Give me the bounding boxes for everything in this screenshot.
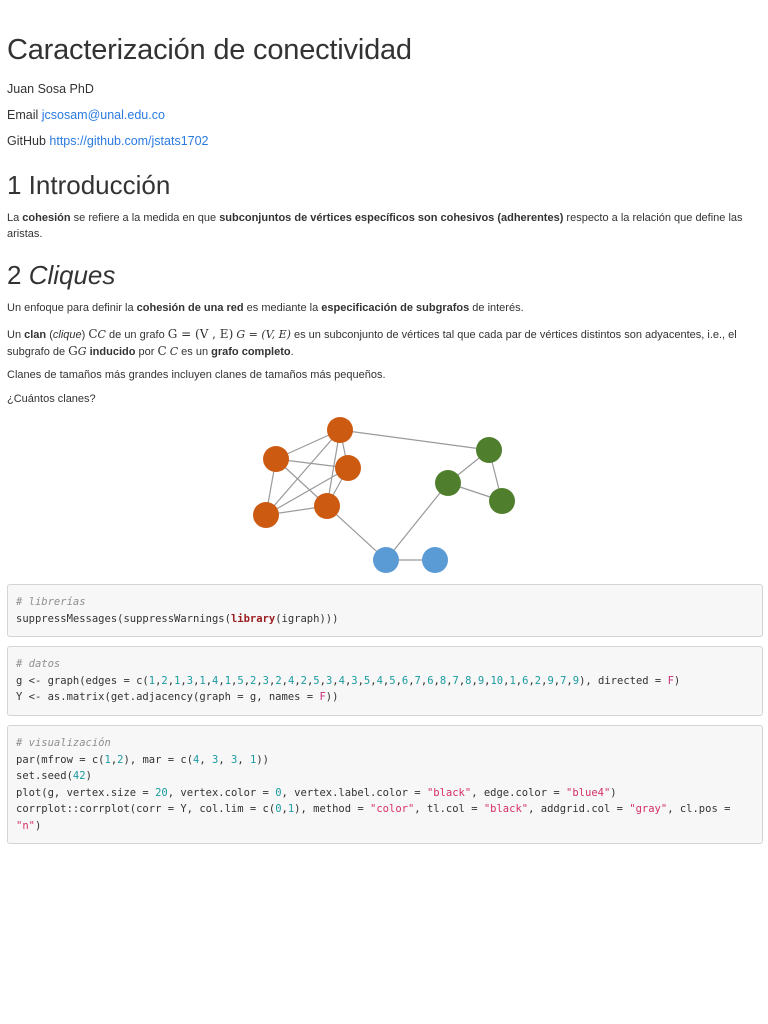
graph-node	[253, 502, 279, 528]
section-heading-cliques: 2 Cliques	[7, 260, 116, 290]
edge-number: 5	[389, 674, 396, 687]
edge-number: 3	[186, 674, 194, 687]
code-comment: # visualización	[16, 737, 111, 749]
graph-node	[314, 493, 340, 519]
edge-number: 10	[490, 674, 504, 687]
code-block-visualization[interactable]	[7, 725, 763, 844]
edge-number: 9	[477, 674, 485, 687]
edge-number: 7	[560, 674, 567, 687]
edge-number: 6	[522, 674, 529, 687]
graph-node	[435, 470, 461, 496]
edge-number: 6	[401, 674, 409, 687]
edge-number: 3	[351, 674, 358, 687]
edge-number: 2	[275, 674, 282, 687]
code-block-libraries[interactable]	[7, 584, 763, 637]
code-line-plot: plot(g, vertex.size = 20, vertex.color = 0, vertex.label.color = "black", edge.color = "blue4")	[16, 786, 617, 799]
cliques-paragraph-1: Un enfoque para definir la cohesión de una red es mediante la especificación de subgrafos de interés.	[7, 302, 524, 314]
graph-node	[335, 455, 361, 481]
graph-node	[263, 446, 289, 472]
edge-number: 3	[325, 674, 333, 687]
edge-number: 9	[572, 674, 580, 687]
code-line-seed: set.seed(42)	[16, 770, 92, 782]
code-comment: # librerías	[16, 596, 86, 608]
page-title: Caracterización de conectividad	[7, 34, 412, 66]
edge-number: 8	[465, 674, 472, 687]
graph-edge	[340, 430, 489, 450]
code-block-data[interactable]	[7, 646, 763, 716]
edge-number: 7	[414, 674, 421, 687]
email-link[interactable]: jcsosam@unal.edu.co	[41, 108, 165, 122]
graph-node	[327, 417, 353, 443]
cliques-paragraph-3: Clanes de tamaños más grandes incluyen clanes de tamaños más pequeños.	[7, 369, 386, 381]
github-line	[7, 134, 209, 148]
cliques-question: ¿Cuántos clanes?	[7, 393, 96, 405]
author: Juan Sosa PhD	[7, 82, 94, 96]
edge-number-list: 1,2,1,3,1,4,1,5,2,3,2,4,2,5,3,4,3,5,4,5,6,7,6,8,7,8,9,10,1,6,2,9,7,9	[148, 674, 580, 687]
graph-node	[489, 488, 515, 514]
graph-node	[476, 437, 502, 463]
edge-number: 4	[376, 674, 383, 687]
section-heading-intro: 1 Introducción	[7, 170, 171, 200]
edge-number: 1	[148, 674, 156, 687]
edge-number: 2	[250, 674, 257, 687]
edge-number: 4	[212, 674, 219, 687]
edge-number: 1	[224, 674, 232, 687]
intro-paragraph: La cohesión se refiere a la medida en que subconjuntos de vértices específicos son cohesivos (adherentes) respecto a la relación que define las aristas.	[7, 212, 743, 240]
graph-node	[373, 547, 399, 573]
code-line-corrplot-cont: "n")	[16, 819, 42, 832]
edge-number: 4	[338, 674, 345, 687]
edge-number: 2	[300, 674, 307, 687]
github-link[interactable]: https://github.com/jstats1702	[49, 134, 209, 148]
edge-number: 4	[287, 674, 295, 687]
email-line	[7, 108, 165, 122]
github-label: GitHub	[7, 134, 46, 148]
edge-number: 1	[199, 674, 206, 687]
graph-node	[422, 547, 448, 573]
email-label: Email	[7, 108, 39, 122]
code-line-par: par(mfrow = c(1,2), mar = c(4, 3, 3, 1))	[16, 753, 269, 766]
edge-number: 5	[237, 674, 244, 687]
edge-number: 5	[363, 674, 371, 687]
edge-number: 3	[262, 674, 269, 687]
edge-number: 5	[313, 674, 320, 687]
code-comment: # datos	[16, 658, 61, 670]
edge-number: 6	[427, 674, 434, 687]
code-line-adjacency: Y <- as.matrix(get.adjacency(graph = g, names = F))	[16, 691, 339, 703]
clique-graph-figure	[250, 410, 520, 578]
code-line: suppressMessages(suppressWarnings(library(igraph)))	[16, 612, 339, 625]
edge-number: 8	[439, 674, 447, 687]
cliques-paragraph-2: Un clan (clique) CC de un grafo G = (V , E) G = (V, E) es un subconjunto de vértices tal que cada par de vértices distintos son adyacentes, i.e., el subgrafo de GG inducido por C C es un grafo completo.	[7, 327, 737, 358]
edge-number: 1	[509, 674, 516, 687]
edge-number: 7	[452, 674, 459, 687]
code-line-corrplot: corrplot::corrplot(corr = Y, col.lim = c(0,1), method = "color", tl.col = "black", addgrid.col = "gray", cl.pos =	[16, 803, 731, 815]
edge-number: 2	[534, 674, 542, 687]
edge-number: 2	[161, 674, 168, 687]
edge-number: 9	[547, 674, 554, 687]
edge-number: 1	[174, 674, 181, 687]
code-line-graph: g <- graph(edges = c(1,2,1,3,1,4,1,5,2,3,2,4,2,5,3,4,3,5,4,5,6,7,6,8,7,8,9,10,1,6,2,9,7,9), directed = F)	[16, 674, 681, 687]
